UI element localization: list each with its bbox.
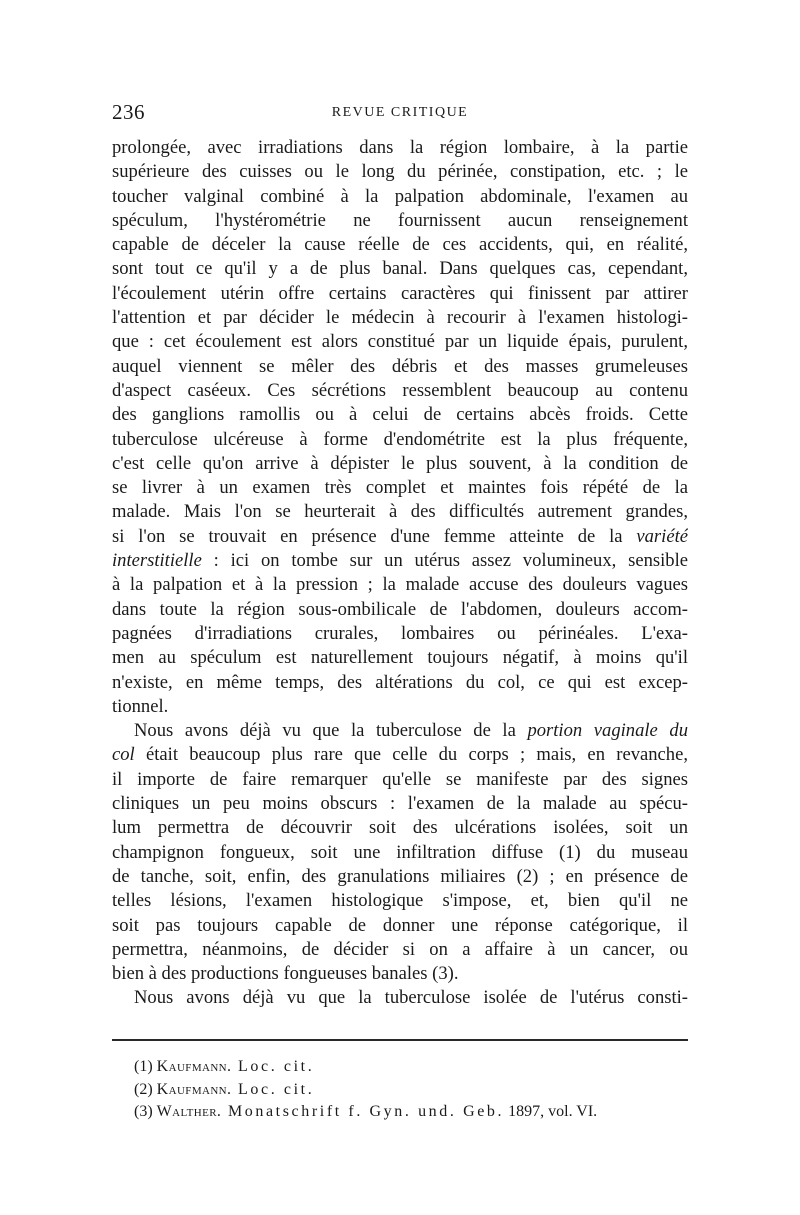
paragraph (112, 136, 688, 719)
footnote (112, 1101, 688, 1124)
footnote (112, 1056, 688, 1079)
text-line: lum permettra de découvrir soit des ulcérations isolées, soit un (112, 817, 688, 839)
text-line: men au spéculum est naturellement toujours négatif, à moins qu'il (112, 647, 688, 669)
text-line: Nous avons déjà vu que la tuberculose de la portion vaginale du (134, 720, 688, 742)
footnote-source: Loc. cit. (231, 1080, 315, 1098)
text-line: spéculum, l'hystérométrie ne fournissent aucun renseignement (112, 209, 688, 231)
text-line: prolongée, avec irradiations dans la région lombaire, à la partie (112, 137, 688, 158)
text-line: de tanche, soit, enfin, des granulations miliaires (2) ; en présence de (112, 865, 688, 887)
footnote-source: Loc. cit. (231, 1058, 315, 1075)
footnote-rule (112, 1039, 688, 1041)
text-line: interstitielle : ici on tombe sur un utérus assez volumineux, sensible (112, 550, 688, 572)
text-line: c'est celle qu'on arrive à dépister le plus souvent, à la condition de (112, 452, 688, 474)
text-line: sont tout ce qu'il y a de plus banal. Dans quelques cas, cependant, (112, 258, 688, 280)
text-line: soit pas toujours capable de donner une réponse catégorique, il (112, 914, 688, 936)
text-line: capable de déceler la cause réelle de ces accidents, qui, en réalité, (112, 234, 688, 256)
italic-text: interstitielle (112, 550, 202, 572)
text-line: toucher valginal combiné à la palpation abdominale, l'examen au (112, 185, 688, 207)
text-line: tuberculose ulcéreuse à forme d'endométrite est la plus fréquente, (112, 428, 688, 450)
text-line: des ganglions ramollis ou à celui de certains abcès froids. Cette (112, 404, 688, 426)
italic-text: col (112, 744, 135, 766)
footnote-source: Monatschrift f. Gyn. und. Geb. (221, 1103, 505, 1120)
footnote-author: Walther. (156, 1103, 222, 1120)
paragraph (112, 986, 688, 1010)
text-line: Nous avons déjà vu que la tuberculose isolée de l'utérus consti- (134, 987, 688, 1009)
text-line: cliniques un peu moins obscurs : l'examen de la malade au spécu- (112, 793, 688, 815)
text-line: auquel viennent se mêler des débris et des masses grumeleuses (112, 355, 688, 377)
text-line: si l'on se trouvait en présence d'une femme atteinte de la variété (112, 525, 688, 547)
page-number: 236 (112, 100, 145, 124)
text-line: n'existe, en même temps, des altérations du col, ce qui est excep- (112, 671, 688, 693)
text-line: col était beaucoup plus rare que celle du corps ; mais, en revanche, (112, 744, 688, 766)
text-line: l'écoulement utérin offre certains caractères qui finissent par attirer (112, 282, 688, 304)
text-line: dans toute la région sous-ombilicale de l'abdomen, douleurs accom- (112, 598, 688, 620)
text-line: que : cet écoulement est alors constitué par un liquide épais, purulent, (112, 331, 688, 353)
italic-text: variété (636, 525, 688, 547)
text-line: à la palpation et à la pression ; la malade accuse des douleurs vagues (112, 574, 688, 596)
italic-text: portion vaginale du (527, 720, 688, 742)
text-line: l'attention et par décider le médecin à recourir à l'examen histologi- (112, 307, 688, 329)
running-title: REVUE CRITIQUE (331, 105, 469, 120)
footnotes (112, 1056, 688, 1124)
footnote-number: (3) (134, 1103, 157, 1120)
text-line: bien à des productions fongueuses banales (3). (112, 963, 459, 985)
text-line: d'aspect caséeux. Ces sécrétions ressemblent beaucoup au contenu (112, 379, 688, 401)
paragraph (112, 719, 688, 986)
text-line: permettra, néanmoins, de décider si on a affaire à un cancer, ou (112, 938, 688, 960)
footnote-author: Kaufmann. (156, 1080, 232, 1098)
text-line: tionnel. (112, 695, 169, 717)
text-line: pagnées d'irradiations crurales, lombaires ou périnéales. L'exa- (112, 622, 688, 644)
footnote-detail: 1897, vol. VI. (504, 1103, 598, 1120)
text-line: supérieure des cuisses ou le long du périnée, constipation, etc. ; le (112, 161, 688, 183)
footnote-number: (2) (134, 1080, 157, 1098)
text-line: telles lésions, l'examen histologique s'impose, et, bien qu'il ne (112, 890, 688, 912)
text-line: il importe de faire remarquer qu'elle se manifeste par des signes (112, 768, 688, 790)
body-text (112, 136, 688, 1011)
text-line: champignon fongueux, soit une infiltration diffuse (1) du museau (112, 841, 688, 863)
page-header (112, 100, 688, 126)
text-line: se livrer à un examen très complet et maintes fois répété de la (112, 477, 688, 499)
footnote-number: (1) (134, 1058, 157, 1075)
footnote (112, 1079, 688, 1102)
footnote-author: Kaufmann. (156, 1058, 232, 1075)
text-line: malade. Mais l'on se heurterait à des difficultés autrement grandes, (112, 501, 688, 523)
